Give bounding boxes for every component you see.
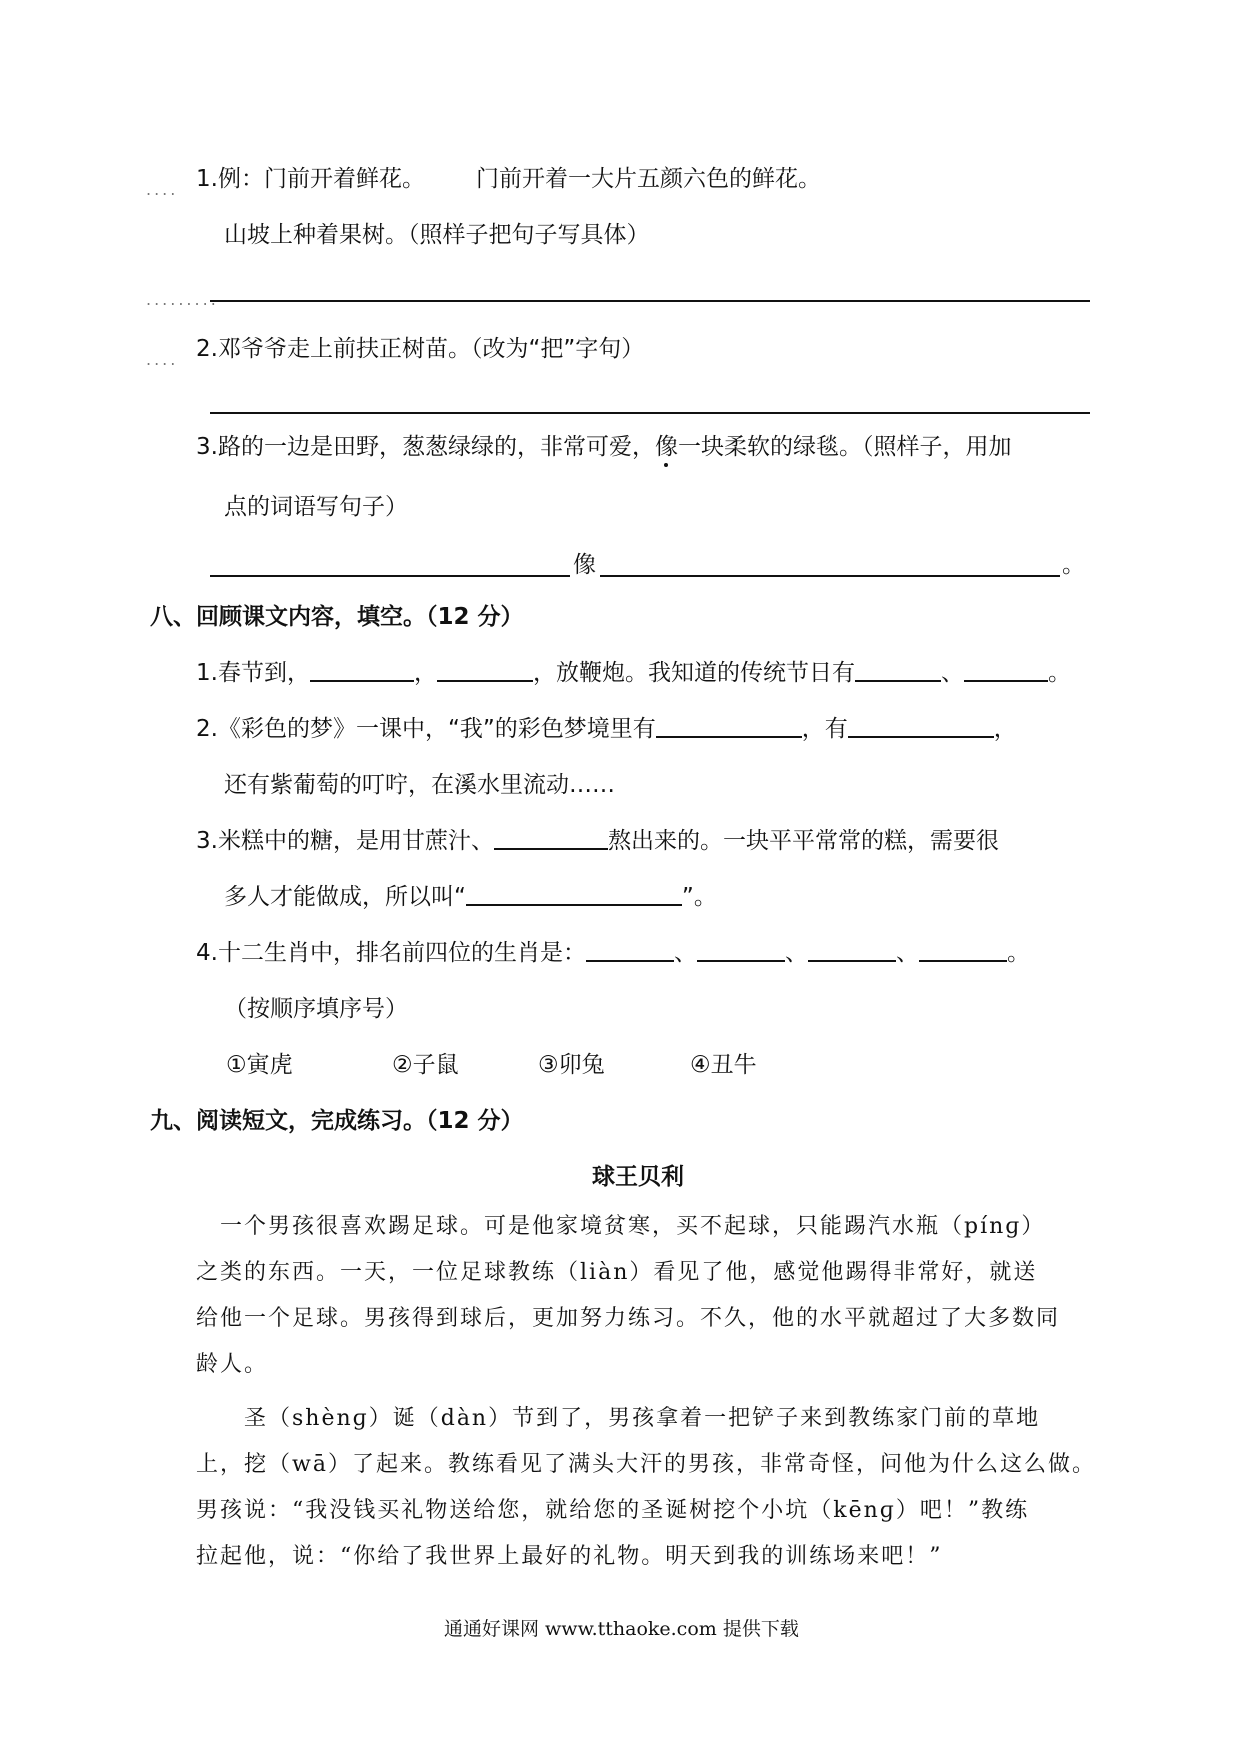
answer-line-q7-3b[interactable] [600, 575, 1060, 577]
blank-q8-4b[interactable] [697, 938, 785, 962]
q7-item3-fill-end: 。 [1062, 552, 1085, 578]
q7-item3-post: 一块柔软的绿毯。（照样子，用加 [677, 434, 1012, 460]
blank-q8-1b[interactable] [437, 658, 533, 682]
answer-line-q7-3a[interactable] [210, 575, 570, 577]
q7-item3-fill-word: 像 [573, 552, 596, 578]
blank-q8-1d[interactable] [964, 658, 1048, 682]
blank-q8-4d[interactable] [919, 938, 1007, 962]
q7-item3-pre: 3.路的一边是田野，葱葱绿绿的，非常可爱， [196, 434, 655, 460]
passage-p1-line1: 一个男孩很喜欢踢足球。可是他家境贫寒，买不起球，只能踢汽水瓶（pínɡ） [220, 1214, 1046, 1239]
q8-item2-line2: 还有紫葡萄的叮咛，在溪水里流动…… [224, 772, 615, 798]
passage-p2-line4: 拉起他，说：“你给了我世界上最好的礼物。明天到我的训练场来吧！” [196, 1544, 943, 1569]
blank-q8-2b[interactable] [848, 714, 994, 738]
passage-p2-line3: 男孩说：“我没钱买礼物送给您，就给您的圣诞树挖个小坑（kēnɡ）吧！”教练 [196, 1498, 1030, 1523]
page-footer: 通通好课网 www.tthaoke.com 提供下载 [444, 1618, 799, 1640]
passage-p2-line1: 圣（shènɡ）诞（dàn）节到了，男孩拿着一把铲子来到教练家门前的草地 [244, 1406, 1041, 1431]
q7-item1-example: 门前开着一大片五颜六色的鲜花。 [476, 166, 821, 192]
option-2: ②子鼠 [392, 1052, 459, 1078]
blank-q8-4a[interactable] [586, 938, 674, 962]
q7-item2: 2.邓爷爷走上前扶正树苗。（改为“把”字句） [196, 336, 645, 362]
q8-item2: 2.《彩色的梦》一课中，“我”的彩色梦境里有 ，有 ， [196, 716, 1017, 742]
option-1: ①寅虎 [226, 1052, 293, 1078]
q7-item1-prefix: 1.例：门前开着鲜花。 [196, 166, 425, 192]
q7-item3-line2: 点的词语写句子） [224, 494, 408, 520]
margin-dots: ......... [146, 290, 219, 309]
q7-item1-line2: 山坡上种着果树。（照样子把句子写具体） [224, 222, 650, 248]
q8-item4-line2: （按顺序填序号） [224, 996, 408, 1022]
blank-q8-3a[interactable] [494, 826, 608, 850]
q8-item3-line2: 多人才能做成，所以叫“ ”。 [224, 884, 717, 910]
margin-dots: .... [146, 350, 179, 369]
q7-item3-line1 [196, 432, 1011, 462]
blank-q8-2a[interactable] [656, 714, 802, 738]
option-4: ④丑牛 [690, 1052, 757, 1078]
q8-heading: 八、回顾课文内容，填空。（12 分） [150, 604, 524, 630]
answer-line-q7-2[interactable] [210, 412, 1090, 414]
passage-p2-line2: 上，挖（wā）了起来。教练看见了满头大汗的男孩，非常奇怪，问他为什么这么做。 [196, 1452, 1096, 1477]
answer-line-q7-1[interactable] [210, 300, 1090, 302]
q9-heading: 九、阅读短文，完成练习。（12 分） [150, 1108, 524, 1134]
margin-dots: .... [146, 180, 179, 199]
passage-p1-line4: 龄人。 [196, 1352, 269, 1377]
q8-item3: 3.米糕中的糖，是用甘蔗汁、 熬出来的。一块平平常常的糕，需要很 [196, 828, 999, 854]
passage-title: 球王贝利 [592, 1164, 684, 1190]
blank-q8-4c[interactable] [808, 938, 896, 962]
q8-item1: 1.春节到， ， ，放鞭炮。我知道的传统节日有 、 。 [196, 660, 1071, 686]
blank-q8-3b[interactable] [466, 882, 682, 906]
passage-p1-line3: 给他一个足球。男孩得到球后，更加努力练习。不久，他的水平就超过了大多数同 [196, 1306, 1061, 1331]
option-3: ③卯兔 [538, 1052, 605, 1078]
q7-item3-marked-word: 像 [654, 434, 678, 460]
passage-p1-line2: 之类的东西。一天，一位足球教练（liàn）看见了他，感觉他踢得非常好，就送 [196, 1260, 1038, 1285]
q8-item4: 4.十二生肖中，排名前四位的生肖是： 、 、 、 。 [196, 940, 1030, 966]
blank-q8-1a[interactable] [310, 658, 414, 682]
blank-q8-1c[interactable] [855, 658, 941, 682]
